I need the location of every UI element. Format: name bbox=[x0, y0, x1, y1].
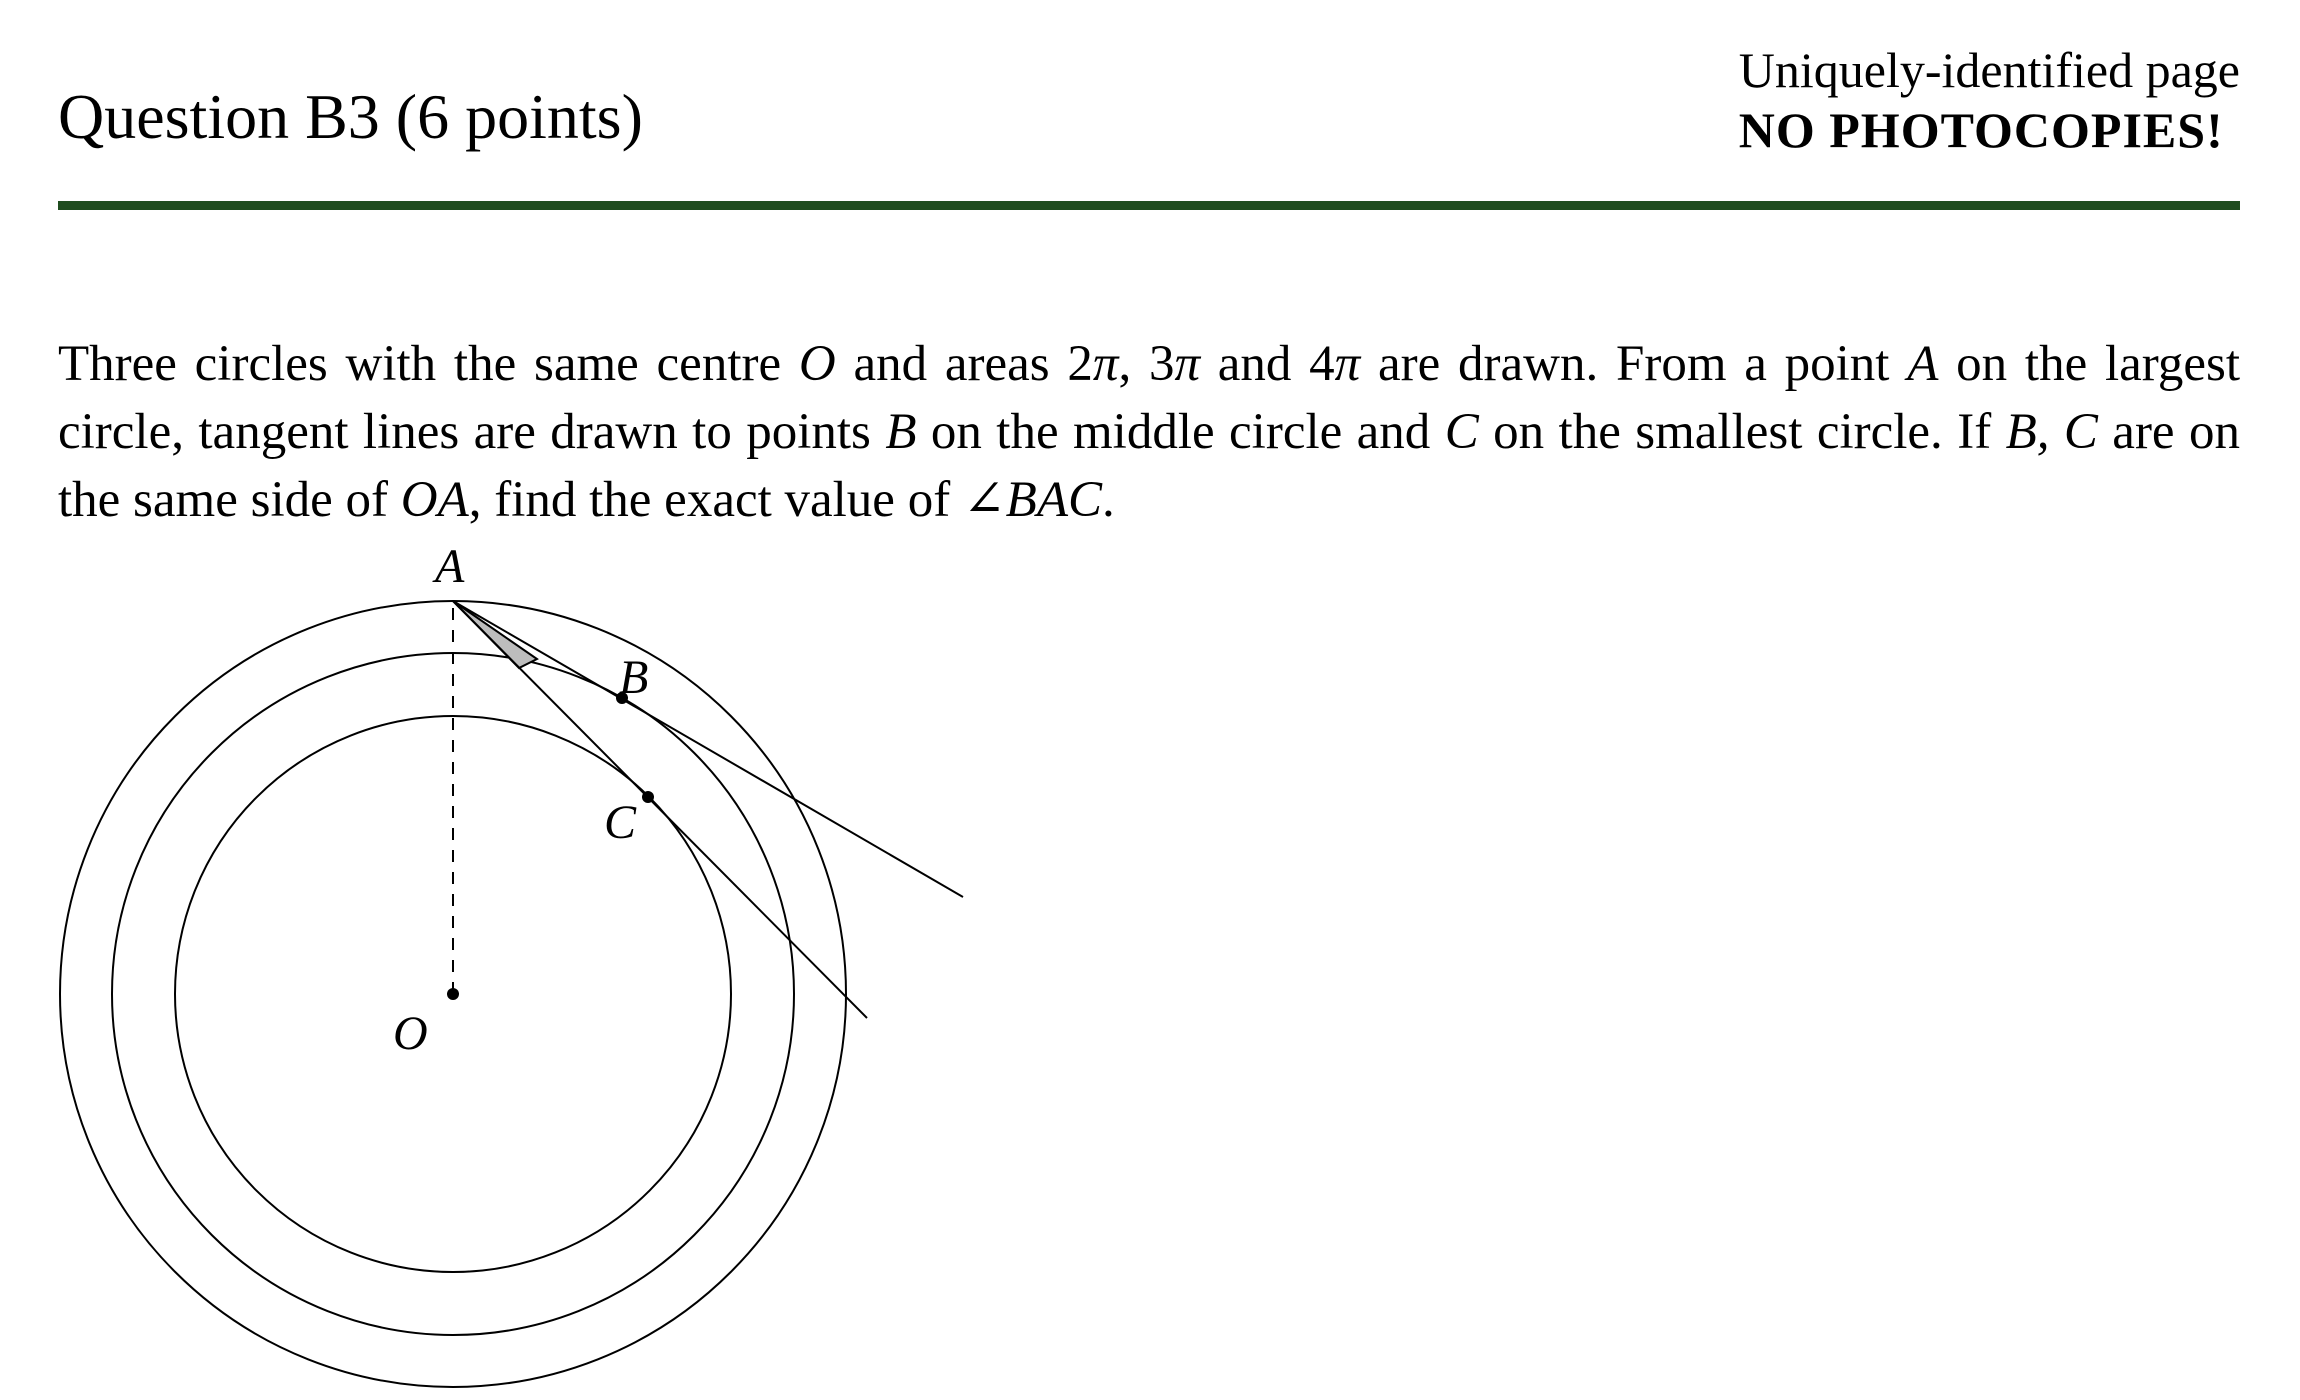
problem-text: . bbox=[1102, 472, 1115, 528]
question-title: Question B3 (6 points) bbox=[58, 81, 643, 152]
math-O: O bbox=[798, 336, 836, 392]
point-C bbox=[642, 791, 654, 803]
angle-BAC-shading bbox=[453, 601, 537, 668]
problem-text: , find the exact value of ∠ bbox=[468, 472, 1006, 528]
point-O bbox=[447, 988, 459, 1000]
problem-text: on the largest circle, tangent lines are drawn to points bbox=[58, 336, 2241, 460]
tangent-line-AB bbox=[453, 601, 963, 897]
math-pi: π bbox=[1334, 336, 1361, 392]
label-O: O bbox=[393, 1007, 428, 1060]
notice-unique-page: Uniquely-identified page bbox=[1738, 42, 2240, 98]
label-C: C bbox=[604, 796, 637, 849]
problem-text: and 4 bbox=[1200, 336, 1335, 392]
label-A: A bbox=[435, 540, 465, 593]
math-pi: π bbox=[1092, 336, 1119, 392]
problem-text: Three circles with the same centre bbox=[58, 336, 799, 392]
problem-text: on the middle circle and bbox=[916, 404, 1445, 460]
problem-text: are drawn. From a point bbox=[1360, 336, 1908, 392]
math-BAC: BAC bbox=[1005, 472, 1102, 528]
problem-text: on the smallest circle. If bbox=[1478, 404, 2006, 460]
notice-no-photocopies: NO PHOTOCOPIES! bbox=[1738, 102, 2224, 158]
problem-text: are on the same side of bbox=[58, 404, 2240, 528]
label-B: B bbox=[619, 651, 649, 704]
math-B: B bbox=[885, 404, 917, 460]
math-OA: OA bbox=[400, 472, 469, 528]
math-pi: π bbox=[1174, 336, 1201, 392]
math-A: A bbox=[1907, 336, 1939, 392]
math-C: C bbox=[1444, 404, 1479, 460]
tangent-line-AC bbox=[453, 601, 867, 1018]
problem-text: , 3 bbox=[1118, 336, 1175, 392]
math-B-C: B, C bbox=[2005, 404, 2098, 460]
problem-text: and areas 2 bbox=[835, 336, 1093, 392]
